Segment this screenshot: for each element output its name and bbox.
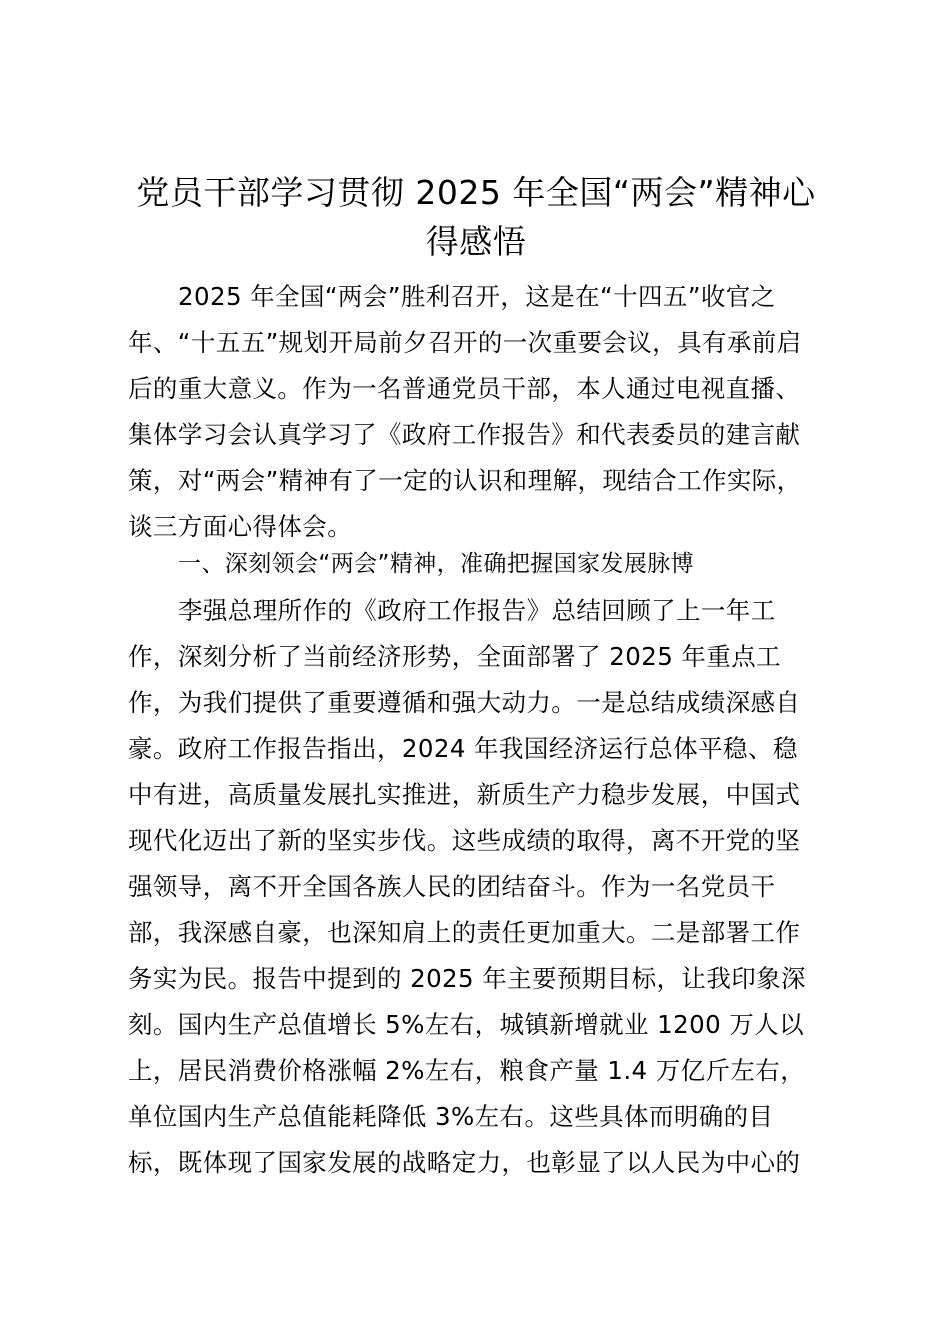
paragraph-2-line-10: 刻。国内生产总值增长 5%左右，城镇新增就业 1200 万人以 <box>128 1010 804 1039</box>
paragraph-2-line-6: 现代化迈出了新的坚实步伐。这些成绩的取得，离不开党的坚 <box>128 826 801 855</box>
paragraph-2-line-4: 豪。政府工作报告指出，2024 年我国经济运行总体平稳、稳 <box>128 734 798 763</box>
paragraph-2-line-5: 中有进，高质量发展扎实推进，新质生产力稳步发展，中国式 <box>128 780 801 809</box>
paragraph-2-line-1: 李强总理所作的《政府工作报告》总结回顾了上一年工 <box>178 596 776 625</box>
paragraph-2-line-13: 标，既体现了国家发展的战略定力，也彰显了以人民为中心的 <box>128 1148 801 1177</box>
paragraph-2-line-12: 单位国内生产总值能耗降低 3%左右。这些具体而明确的目 <box>128 1102 774 1131</box>
paragraph-1-line-3: 后的重大意义。作为一名普通党员干部，本人通过电视直播、 <box>128 374 801 403</box>
paragraph-1-line-5: 策，对“两会”精神有了一定的认识和理解，现结合工作实际， <box>128 466 802 495</box>
document-title <box>120 168 832 266</box>
paragraph-1-line-1: 2025 年全国“两会”胜利召开，这是在“十四五”收官之 <box>178 282 776 311</box>
paragraph-2-line-11: 上，居民消费价格涨幅 2%左右，粮食产量 1.4 万亿斤左右， <box>128 1056 806 1085</box>
paragraph-1-line-4: 集体学习会认真学习了《政府工作报告》和代表委员的建言献 <box>128 420 801 449</box>
paragraph-2-line-9: 务实为民。报告中提到的 2025 年主要预期目标，让我印象深 <box>128 964 806 993</box>
title-line-1: 党员干部学习贯彻 2025 年全国“两会”精神心 <box>136 173 816 212</box>
paragraph-2-line-7: 强领导，离不开全国各族人民的团结奋斗。作为一名党员干 <box>128 872 776 901</box>
paragraph-2-line-3: 作，为我们提供了重要遵循和强大动力。一是总结成绩深感自 <box>128 688 801 717</box>
paragraph-2-line-2: 作，深刻分析了当前经济形势，全面部署了 2025 年重点工 <box>128 642 782 671</box>
paragraph-1-line-2: 年、“十五五”规划开局前夕召开的一次重要会议，具有承前启 <box>128 328 802 357</box>
section-heading-1: 一、深刻领会“两会”精神，准确把握国家发展脉博 <box>178 551 695 577</box>
paragraph-1-line-6: 谈三方面心得体会。 <box>128 512 353 541</box>
title-line-2: 得感悟 <box>425 222 527 261</box>
paragraph-2-line-8: 部，我深感自豪，也深知肩上的责任更加重大。二是部署工作 <box>128 918 801 947</box>
